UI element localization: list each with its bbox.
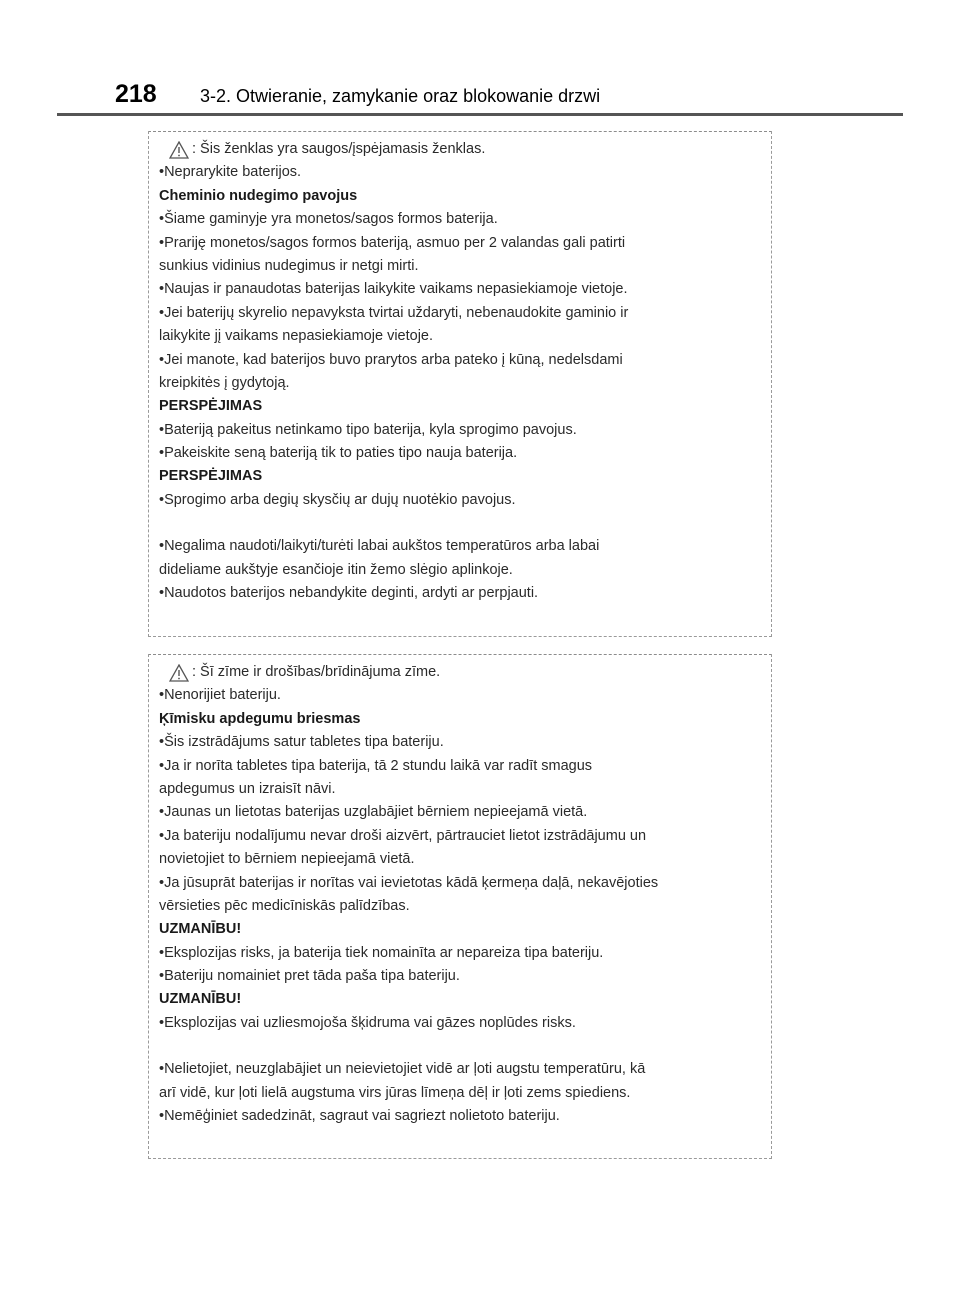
notice-line: laikykite jį vaikams nepasiekiamoje vietoje. bbox=[159, 328, 434, 345]
notice-line: •Nelietojiet, neuzglabājiet un neievietojiet vidē ar ļoti augstu temperatūru, kā bbox=[159, 1061, 646, 1078]
notice-line: kreipkitės į gydytoją. bbox=[159, 374, 290, 391]
notice-line: •Negalima naudoti/laikyti/turėti labai aukštos temperatūros arba labai bbox=[159, 538, 600, 555]
warning-line-text: : Šis ženklas yra saugos/įspėjamasis ženklas. bbox=[192, 141, 486, 157]
notice-line: dideliame aukštyje esančioje itin žemo slėgio aplinkoje. bbox=[159, 561, 513, 578]
warning-line bbox=[159, 138, 761, 161]
spacer bbox=[159, 512, 761, 535]
notice-line: sunkius vidinius nudegimus ir netgi mirti. bbox=[159, 257, 419, 274]
notice-line: •Jei manote, kad baterijos buvo prarytos arba pateko į kūną, nedelsdami bbox=[159, 351, 623, 368]
page-header bbox=[0, 0, 960, 118]
notice-line: •Jaunas un lietotas baterijas uzglabājiet bērniem nepieejamā vietā. bbox=[159, 804, 588, 821]
notice-line: •Pakeiskite seną bateriją tik to paties tipo nauja baterija. bbox=[159, 445, 518, 462]
warning-triangle-icon bbox=[169, 141, 189, 159]
notice-line: •Ja jūsuprāt baterijas ir norītas vai ievietotas kādā ķermeņa daļā, nekavējoties bbox=[159, 874, 659, 891]
notice-line: •Naujas ir panaudotas baterijas laikykite vaikams nepasiekiamoje vietoje. bbox=[159, 281, 628, 298]
notice-line: •Sprogimo arba degių skysčių ar dujų nuotėkio pavojus. bbox=[159, 491, 516, 508]
page-number: 218 bbox=[115, 80, 157, 108]
notice-line: •Nemēģiniet sadedzināt, sagraut vai sagriezt nolietoto bateriju. bbox=[159, 1108, 560, 1125]
notice-line: apdegumus un izraisīt nāvi. bbox=[159, 780, 336, 797]
section-heading: UZMANĪBU! bbox=[159, 921, 242, 938]
section-heading: PERSPĖJIMAS bbox=[159, 468, 263, 485]
notice-line: •Bateriją pakeitus netinkamo tipo baterija, kyla sprogimo pavojus. bbox=[159, 421, 577, 438]
section-heading: PERSPĖJIMAS bbox=[159, 398, 263, 415]
warning-line-text: : Šī zīme ir drošības/brīdinājuma zīme. bbox=[192, 664, 441, 680]
section-heading: UZMANĪBU! bbox=[159, 991, 242, 1008]
notice-line: vērsieties pēc medicīniskās palīdzības. bbox=[159, 897, 410, 914]
notice-line: •Jei baterijų skyrelio nepavyksta tvirtai uždaryti, nebenaudokite gaminio ir bbox=[159, 304, 629, 321]
notice-line: •Bateriju nomainiet pret tāda paša tipa bateriju. bbox=[159, 968, 460, 985]
notice-line: arī vidē, kur ļoti lielā augstuma virs jūras līmeņa dēļ ir ļoti zems spiediens. bbox=[159, 1084, 631, 1101]
notice-box-lithuanian bbox=[148, 131, 772, 637]
notice-box-latvian bbox=[148, 654, 772, 1159]
notice-line: •Nenorijiet bateriju. bbox=[159, 687, 281, 704]
notice-line: •Ja bateriju nodalījumu nevar droši aizvērt, pārtrauciet lietot izstrādājumu un bbox=[159, 827, 647, 844]
spacer bbox=[159, 1035, 761, 1058]
warning-triangle-icon bbox=[169, 664, 189, 682]
notice-line: •Ja ir norīta tabletes tipa baterija, tā 2 stundu laikā var radīt smagus bbox=[159, 757, 593, 774]
notice-line: •Eksplozijas risks, ja baterija tiek nomainīta ar nepareiza tipa bateriju. bbox=[159, 944, 604, 961]
notice-line: •Naudotos baterijos nebandykite deginti, ardyti ar perpjauti. bbox=[159, 585, 539, 602]
chapter-title: 3-2. Otwieranie, zamykanie oraz blokowanie drzwi bbox=[200, 86, 601, 106]
notice-line: •Prariję monetos/sagos formos bateriją, asmuo per 2 valandas gali patirti bbox=[159, 234, 626, 251]
notice-line: •Šiame gaminyje yra monetos/sagos formos baterija. bbox=[159, 211, 498, 228]
warning-line bbox=[159, 661, 761, 684]
notice-line: •Šis izstrādājums satur tabletes tipa bateriju. bbox=[159, 734, 444, 751]
header-rule bbox=[57, 113, 903, 116]
notice-line: •Eksplozijas vai uzliesmojoša šķidruma vai gāzes noplūdes risks. bbox=[159, 1014, 576, 1031]
section-heading: Cheminio nudegimo pavojus bbox=[159, 187, 358, 204]
notice-line: •Neprarykite baterijos. bbox=[159, 164, 302, 181]
notice-line: novietojiet to bērniem nepieejamā vietā. bbox=[159, 851, 415, 868]
section-heading: Ķīmisku apdegumu briesmas bbox=[159, 710, 361, 727]
